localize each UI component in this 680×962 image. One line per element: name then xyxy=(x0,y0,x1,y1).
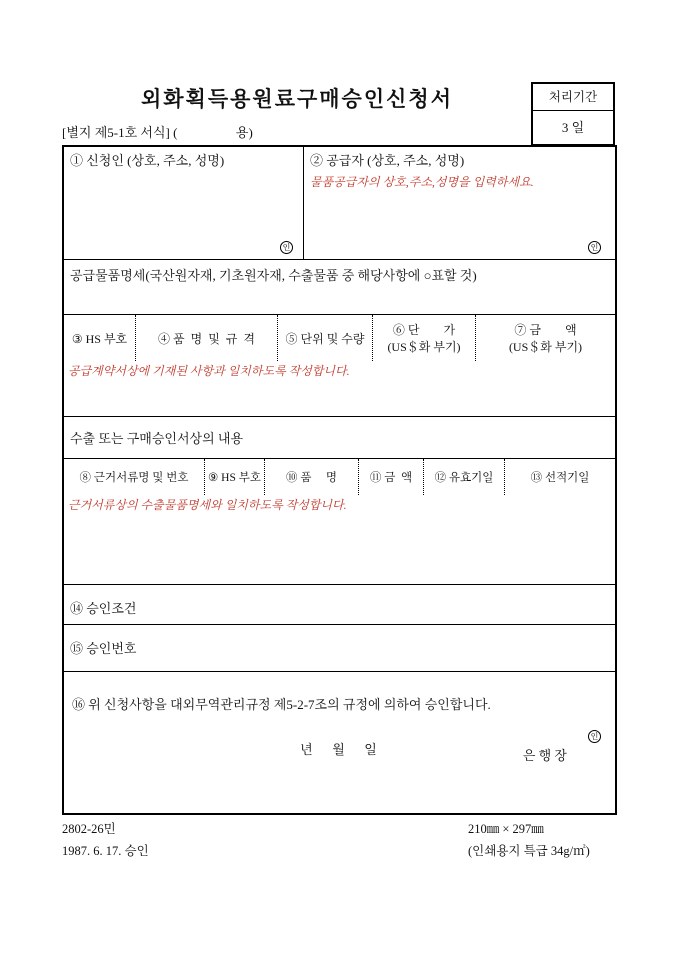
applicant-seal-icon: 인 xyxy=(280,241,293,254)
export-header-hs-code: ⑨ HS 부호 xyxy=(205,459,265,495)
approval-statement: ⑯ 위 신청사항을 대외무역관리규정 제5-2-7조의 규정에 의하여 승인합니다. xyxy=(72,697,491,712)
export-caption: 수출 또는 구매승인서상의 내용 xyxy=(70,431,244,446)
supply-section xyxy=(64,314,615,416)
applicant-label: ① 신청인 (상호, 주소, 성명) xyxy=(70,153,225,168)
supplier-cell[interactable] xyxy=(304,147,615,259)
footer-paper-size: 210㎜ × 297㎜ xyxy=(468,822,544,836)
form-table xyxy=(62,145,617,815)
bank-president-signature xyxy=(497,729,599,796)
supply-hint-text: 공급계약서상에 기재된 사항과 일치하도록 작성합니다. xyxy=(68,364,350,378)
export-header-validity-date: ⑫ 유효기일 xyxy=(424,459,505,495)
footer-approved-date: 1987. 6. 17. 승인 xyxy=(62,843,149,858)
footer-left xyxy=(62,819,149,863)
bank-president-label: 은 행 장 xyxy=(522,748,567,763)
supply-input-area[interactable] xyxy=(64,377,615,416)
supplier-label: ② 공급자 (상호, 주소, 성명) xyxy=(310,153,465,168)
footer-right xyxy=(468,819,590,863)
footer-doc-number: 2802-26민 xyxy=(62,822,116,836)
supply-header-item-spec: ④ 품 명 및 규 격 xyxy=(136,315,278,361)
supplier-hint-text: 물품공급자의 상호,주소,성명을 입력하세요. xyxy=(310,175,534,189)
export-section xyxy=(64,458,615,584)
export-caption-row xyxy=(64,416,615,458)
supply-caption-row xyxy=(64,259,615,314)
supply-caption: 공급물품명세(국산원자재, 기초원자재, 수출물품 중 해당사항에 ○표할 것) xyxy=(70,268,477,283)
processing-time-value: 3 일 xyxy=(561,120,585,135)
supply-header-row xyxy=(64,315,615,361)
supplier-seal-icon: 인 xyxy=(588,241,601,254)
bank-seal-icon: 인 xyxy=(588,730,601,743)
export-input-area[interactable] xyxy=(64,517,615,584)
supply-header-amount: ⑦ 금 액 (US＄화 부기) xyxy=(508,323,583,354)
page-title: 외화획득용원료구매승인신청서 xyxy=(140,87,453,111)
processing-time-label: 처리기간 xyxy=(533,84,613,111)
supply-header-hs-code: ③ HS 부호 xyxy=(64,315,136,361)
export-header-amount: ⑪ 금 액 xyxy=(359,459,424,495)
approval-condition-row[interactable] xyxy=(64,584,615,624)
parties-row xyxy=(64,147,615,259)
footer-paper-spec: (인쇄용지 특급 34g/㎡) xyxy=(468,843,590,858)
form-code-line: [별지 제5-1호 서식] ( 용) xyxy=(62,125,253,140)
approval-number-row[interactable] xyxy=(64,624,615,671)
approval-statement-row xyxy=(64,671,615,816)
approval-condition-label: ⑭ 승인조건 xyxy=(70,601,137,616)
export-header-row xyxy=(64,459,615,495)
export-header-doc-number: ⑧ 근거서류명 및 번호 xyxy=(64,459,205,495)
processing-time-box xyxy=(531,82,615,146)
approval-number-label: ⑮ 승인번호 xyxy=(70,641,137,656)
applicant-cell[interactable] xyxy=(64,147,304,259)
export-header-item-name: ⑩ 품 명 xyxy=(265,459,359,495)
supplier-input-area[interactable] xyxy=(304,187,615,259)
applicant-input-area[interactable] xyxy=(64,167,303,259)
export-header-shipment-date: ⑬ 선적기일 xyxy=(530,472,590,484)
supply-header-unit-qty: ⑤ 단위 및 수량 xyxy=(278,315,373,361)
export-hint-text: 근거서류상의 수출물품명세와 일치하도록 작성합니다. xyxy=(68,498,347,512)
supply-header-unit-price: ⑥ 단 가 (US＄화 부기) xyxy=(373,315,476,361)
approval-date-line[interactable]: 년 월 일 xyxy=(300,742,377,757)
